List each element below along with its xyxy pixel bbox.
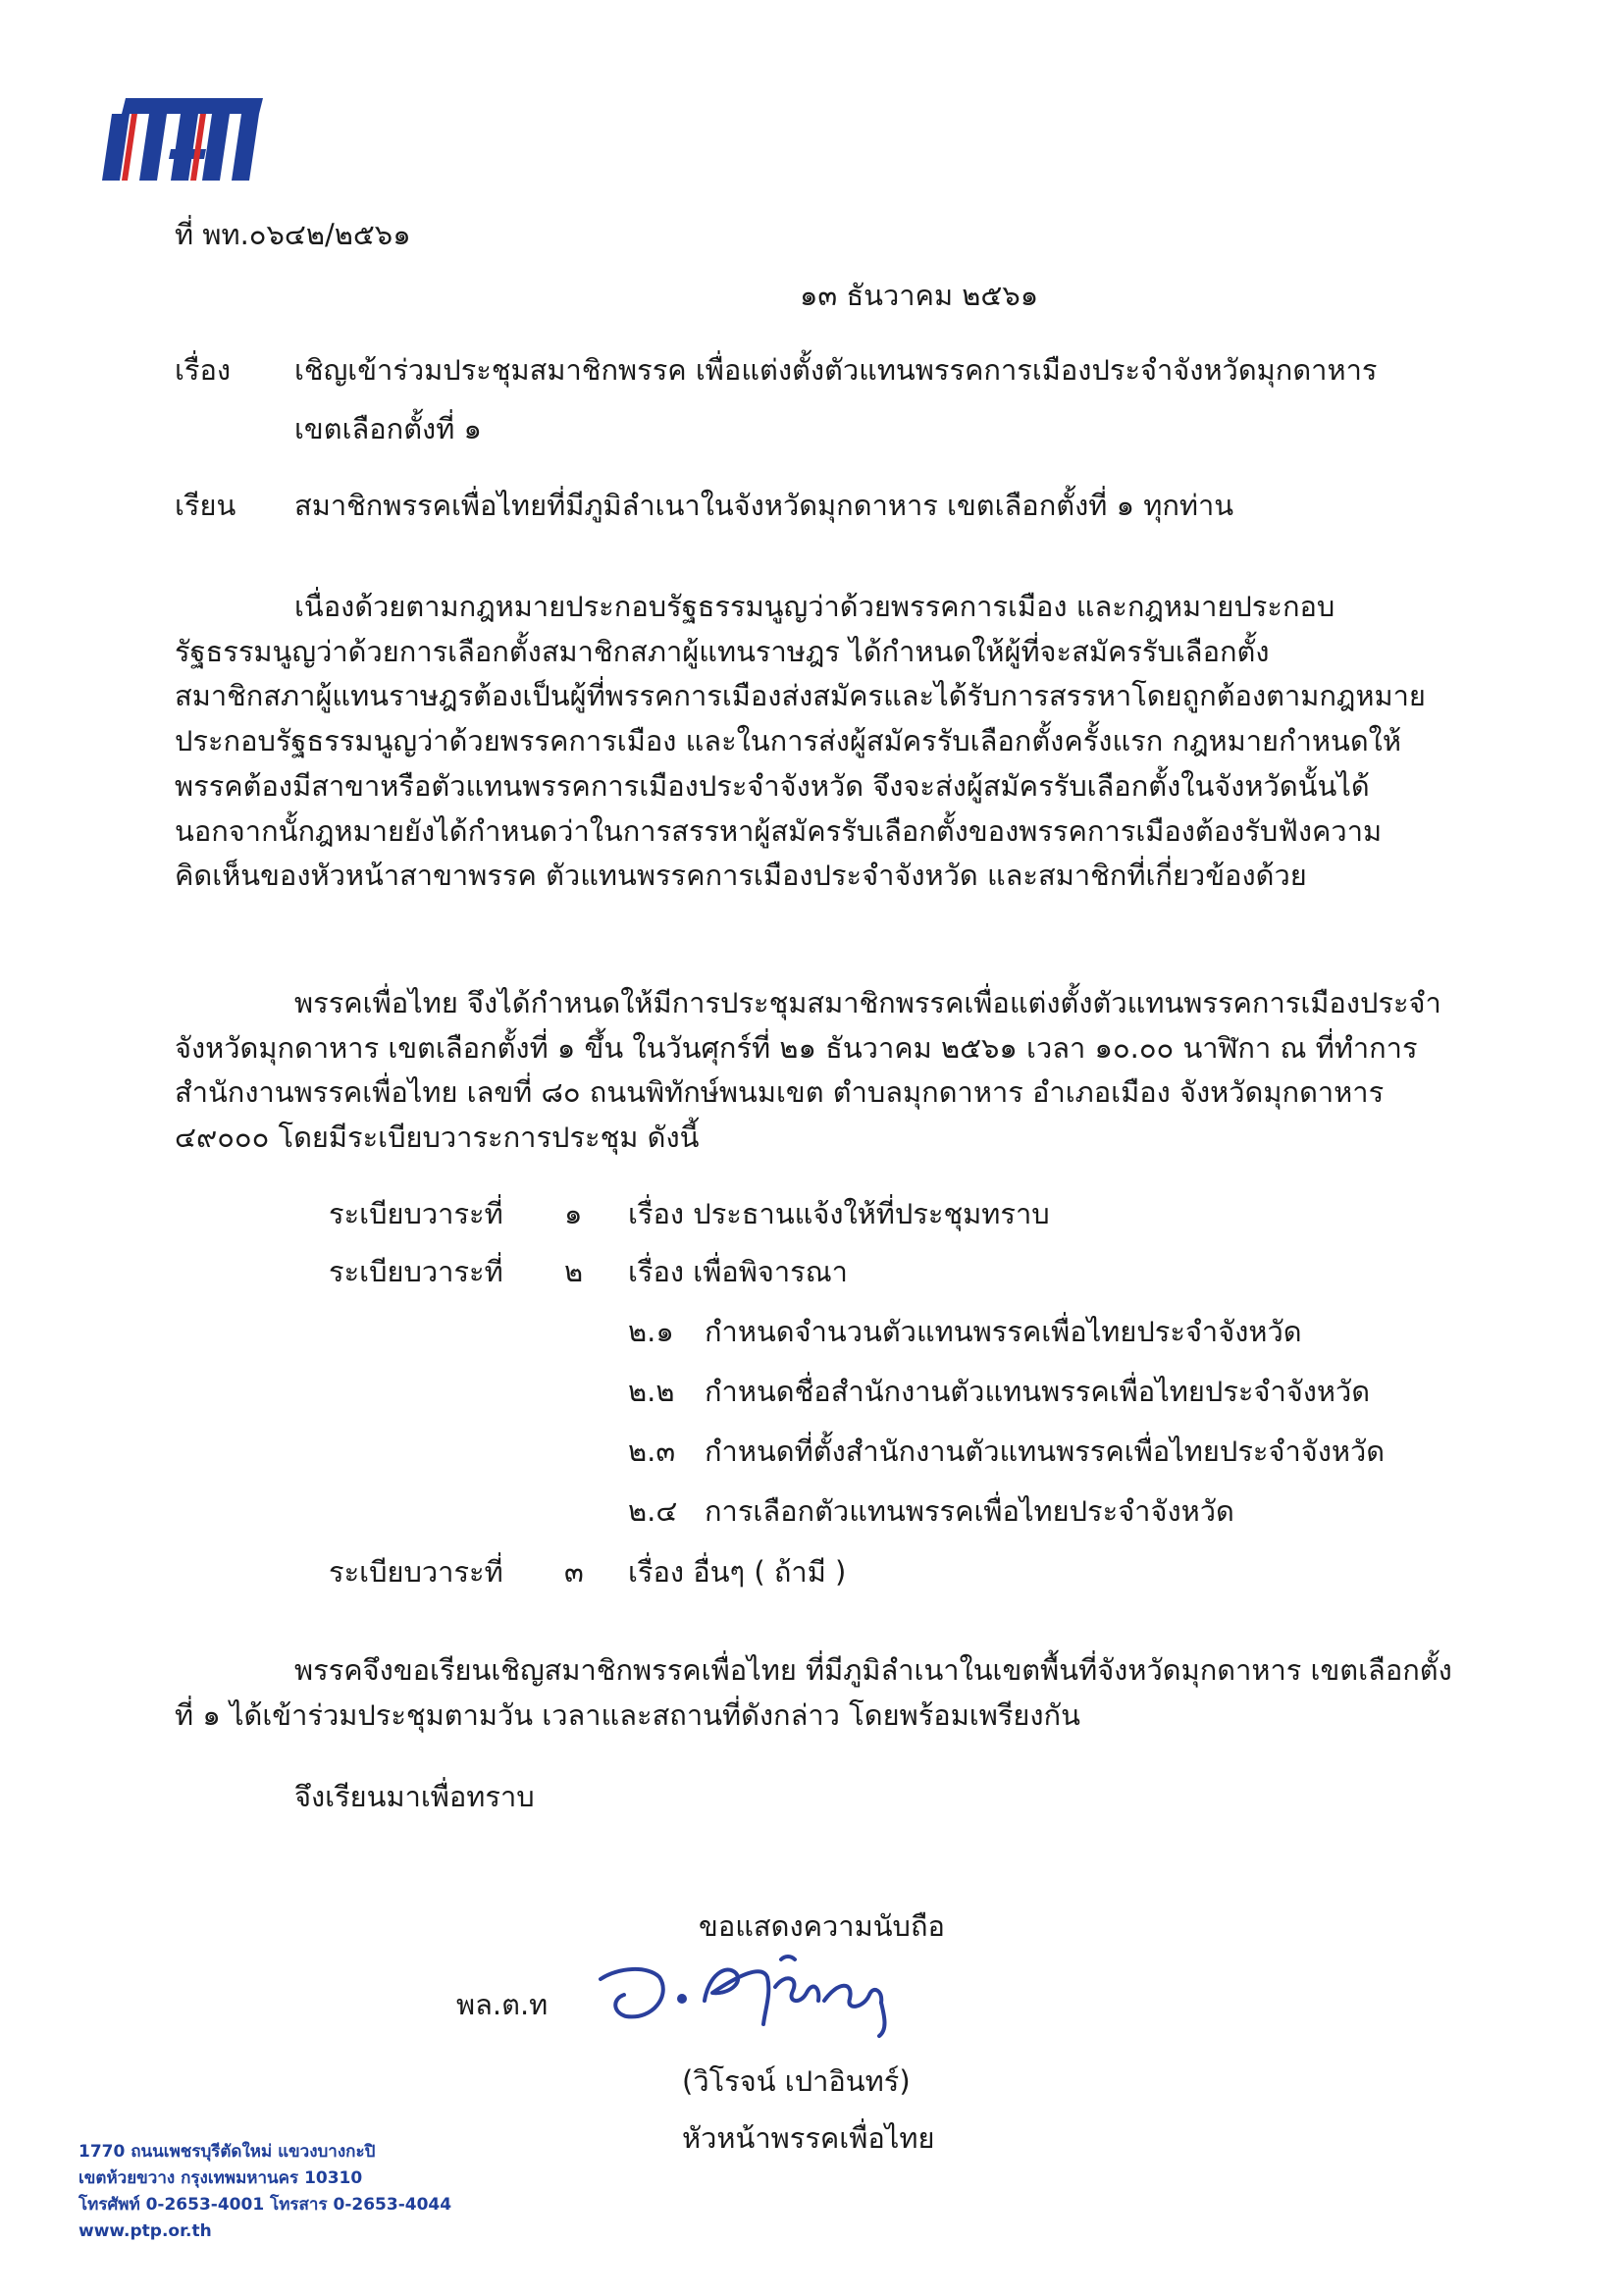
salutation: ขอแสดงความนับถือ [699, 1909, 945, 1943]
signer-position: หัวหน้าพรรคเพื่อไทย [682, 2121, 935, 2155]
agenda-text: เรื่อง ประธานแจ้งให้ที่ประชุมทราบ [628, 1197, 1050, 1230]
paragraph-line: ๔๙๐๐๐ โดยมีระเบียบวาระการประชุม ดังนี้ [175, 1121, 700, 1155]
agenda-subitem-number: ๒.๓ [628, 1435, 676, 1468]
party-logo [88, 90, 285, 188]
agenda-number: ๑ [564, 1197, 583, 1230]
footer-website[interactable]: www.ptp.or.th [79, 2221, 212, 2241]
closing-line: จึงเรียนมาเพื่อทราบ [294, 1780, 535, 1813]
footer-address-line: เขตห้วยขวาง กรุงเทพมหานคร 10310 [79, 2168, 363, 2188]
paragraph-2 [175, 981, 1480, 1161]
agenda-subitem-text: การเลือกตัวแทนพรรคเพื่อไทยประจำจังหวัด [705, 1494, 1234, 1528]
agenda-label: ระเบียบวาระที่ [329, 1255, 503, 1288]
paragraph-line: นอกจากนั้กฎหมายยังได้กำหนดว่าในการสรรหาผู้สมัครรับเลือกตั้งของพรรคการเมืองต้องรับฟังความ [175, 813, 1383, 848]
document-number: ที่ พท.๐๖๔๒/๒๕๖๑ [175, 218, 411, 251]
footer-address-line: 1770 ถนนเพชรบุรีตัดใหม่ แขวงบางกะปิ [79, 2142, 376, 2162]
paragraph-line: ประกอบรัฐธรรมนูญว่าด้วยพรรคการเมือง และในการส่งผู้สมัครรับเลือกตั้งครั้งแรก กฎหมายกำหนดให้ [175, 724, 1401, 758]
recipient-text: สมาชิกพรรคเพื่อไทยที่มีภูมิลำเนาในจังหวัดมุกดาหาร เขตเลือกตั้งที่ ๑ ทุกท่าน [294, 489, 1234, 522]
document-date: ๑๓ ธันวาคม ๒๕๖๑ [800, 279, 1039, 312]
agenda-subitem-number: ๒.๒ [628, 1375, 675, 1408]
paragraph-line: สำนักงานพรรคเพื่อไทย เลขที่ ๘๐ ถนนพิทักษ์พนมเขต ตำบลมุกดาหาร อำเภอเมือง จังหวัดมุกดาหาร [175, 1075, 1385, 1110]
agenda-subitem-text: กำหนดที่ตั้งสำนักงานตัวแทนพรรคเพื่อไทยประจำจังหวัด [705, 1435, 1386, 1468]
subject-line: เชิญเข้าร่วมประชุมสมาชิกพรรค เพื่อแต่งตั้งตัวแทนพรรคการเมืองประจำจังหวัดมุกดาหาร [294, 353, 1378, 387]
footer-address [79, 2139, 451, 2245]
agenda-number: ๒ [564, 1255, 584, 1288]
agenda-text: เรื่อง เพื่อพิจารณา [628, 1255, 848, 1288]
agenda-number: ๓ [564, 1555, 584, 1589]
paragraph-line: พรรคต้องมีสาขาหรือตัวแทนพรรคการเมืองประจำจังหวัด จึงจะส่งผู้สมัครรับเลือกตั้งในจังหวัดนั้นได้ [175, 768, 1370, 803]
signer-rank: พล.ต.ท [456, 1988, 549, 2021]
agenda-text: เรื่อง อื่นๆ ( ถ้ามี ) [628, 1555, 847, 1589]
paragraph-1 [175, 585, 1480, 899]
paragraph-line: พรรคจึงขอเรียนเชิญสมาชิกพรรคเพื่อไทย ที่มีภูมิลำเนาในเขตพื้นที่จังหวัดมุกดาหาร เขตเลือกตั้ง [294, 1653, 1452, 1687]
paragraph-line: เนื่องด้วยตามกฎหมายประกอบรัฐธรรมนูญว่าด้วยพรรคการเมือง และกฎหมายประกอบ [294, 590, 1335, 623]
signer-name: (วิโรจน์ เปาอินทร์) [682, 2064, 911, 2098]
recipient-label: เรียน [175, 489, 236, 522]
agenda-subitem-text: กำหนดชื่อสำนักงานตัวแทนพรรคเพื่อไทยประจำจังหวัด [705, 1375, 1371, 1408]
handwritten-signature [589, 1938, 922, 2046]
agenda-label: ระเบียบวาระที่ [329, 1197, 503, 1230]
footer-phone: โทรศัพท์ 0-2653-4001 โทรสาร 0-2653-4044 [79, 2195, 452, 2215]
subject-label: เรื่อง [175, 353, 232, 387]
agenda-label: ระเบียบวาระที่ [329, 1555, 503, 1589]
agenda-subitem-text: กำหนดจำนวนตัวแทนพรรคเพื่อไทยประจำจังหวัด [705, 1315, 1302, 1348]
paragraph-line: ที่ ๑ ได้เข้าร่วมประชุมตามวัน เวลาและสถานที่ดังกล่าว โดยพร้อมเพรียงกัน [175, 1697, 1080, 1732]
paragraph-line: คิดเห็นของหัวหน้าสาขาพรรค ตัวแทนพรรคการเมืองประจำจังหวัด และสมาชิกที่เกี่ยวข้องด้วย [175, 859, 1307, 893]
paragraph-line: จังหวัดมุกดาหาร เขตเลือกตั้งที่ ๑ ขึ้น ในวันศุกร์ที่ ๒๑ ธันวาคม ๒๕๖๑ เวลา ๑๐.๐๐ นาฬิกา ณ ที่ทำการ [175, 1030, 1418, 1065]
agenda-subitem-number: ๒.๔ [628, 1494, 678, 1528]
paragraph-3 [175, 1648, 1480, 1738]
agenda-subitem-number: ๒.๑ [628, 1315, 674, 1348]
paragraph-line: พรรคเพื่อไทย จึงได้กำหนดให้มีการประชุมสมาชิกพรรคเพื่อแต่งตั้งตัวแทนพรรคการเมืองประจำ [294, 986, 1441, 1019]
subject-line: เขตเลือกตั้งที่ ๑ [294, 412, 482, 445]
paragraph-line: สมาชิกสภาผู้แทนราษฎรต้องเป็นผู้ที่พรรคการเมืองส่งสมัครและได้รับการสรรหาโดยถูกต้องตามกฎหมาย [175, 679, 1426, 713]
paragraph-line: รัฐธรรมนูญว่าด้วยการเลือกตั้งสมาชิกสภาผู้แทนราษฎร ได้กำหนดให้ผู้ที่จะสมัครรับเลือกตั้ง [175, 634, 1270, 668]
